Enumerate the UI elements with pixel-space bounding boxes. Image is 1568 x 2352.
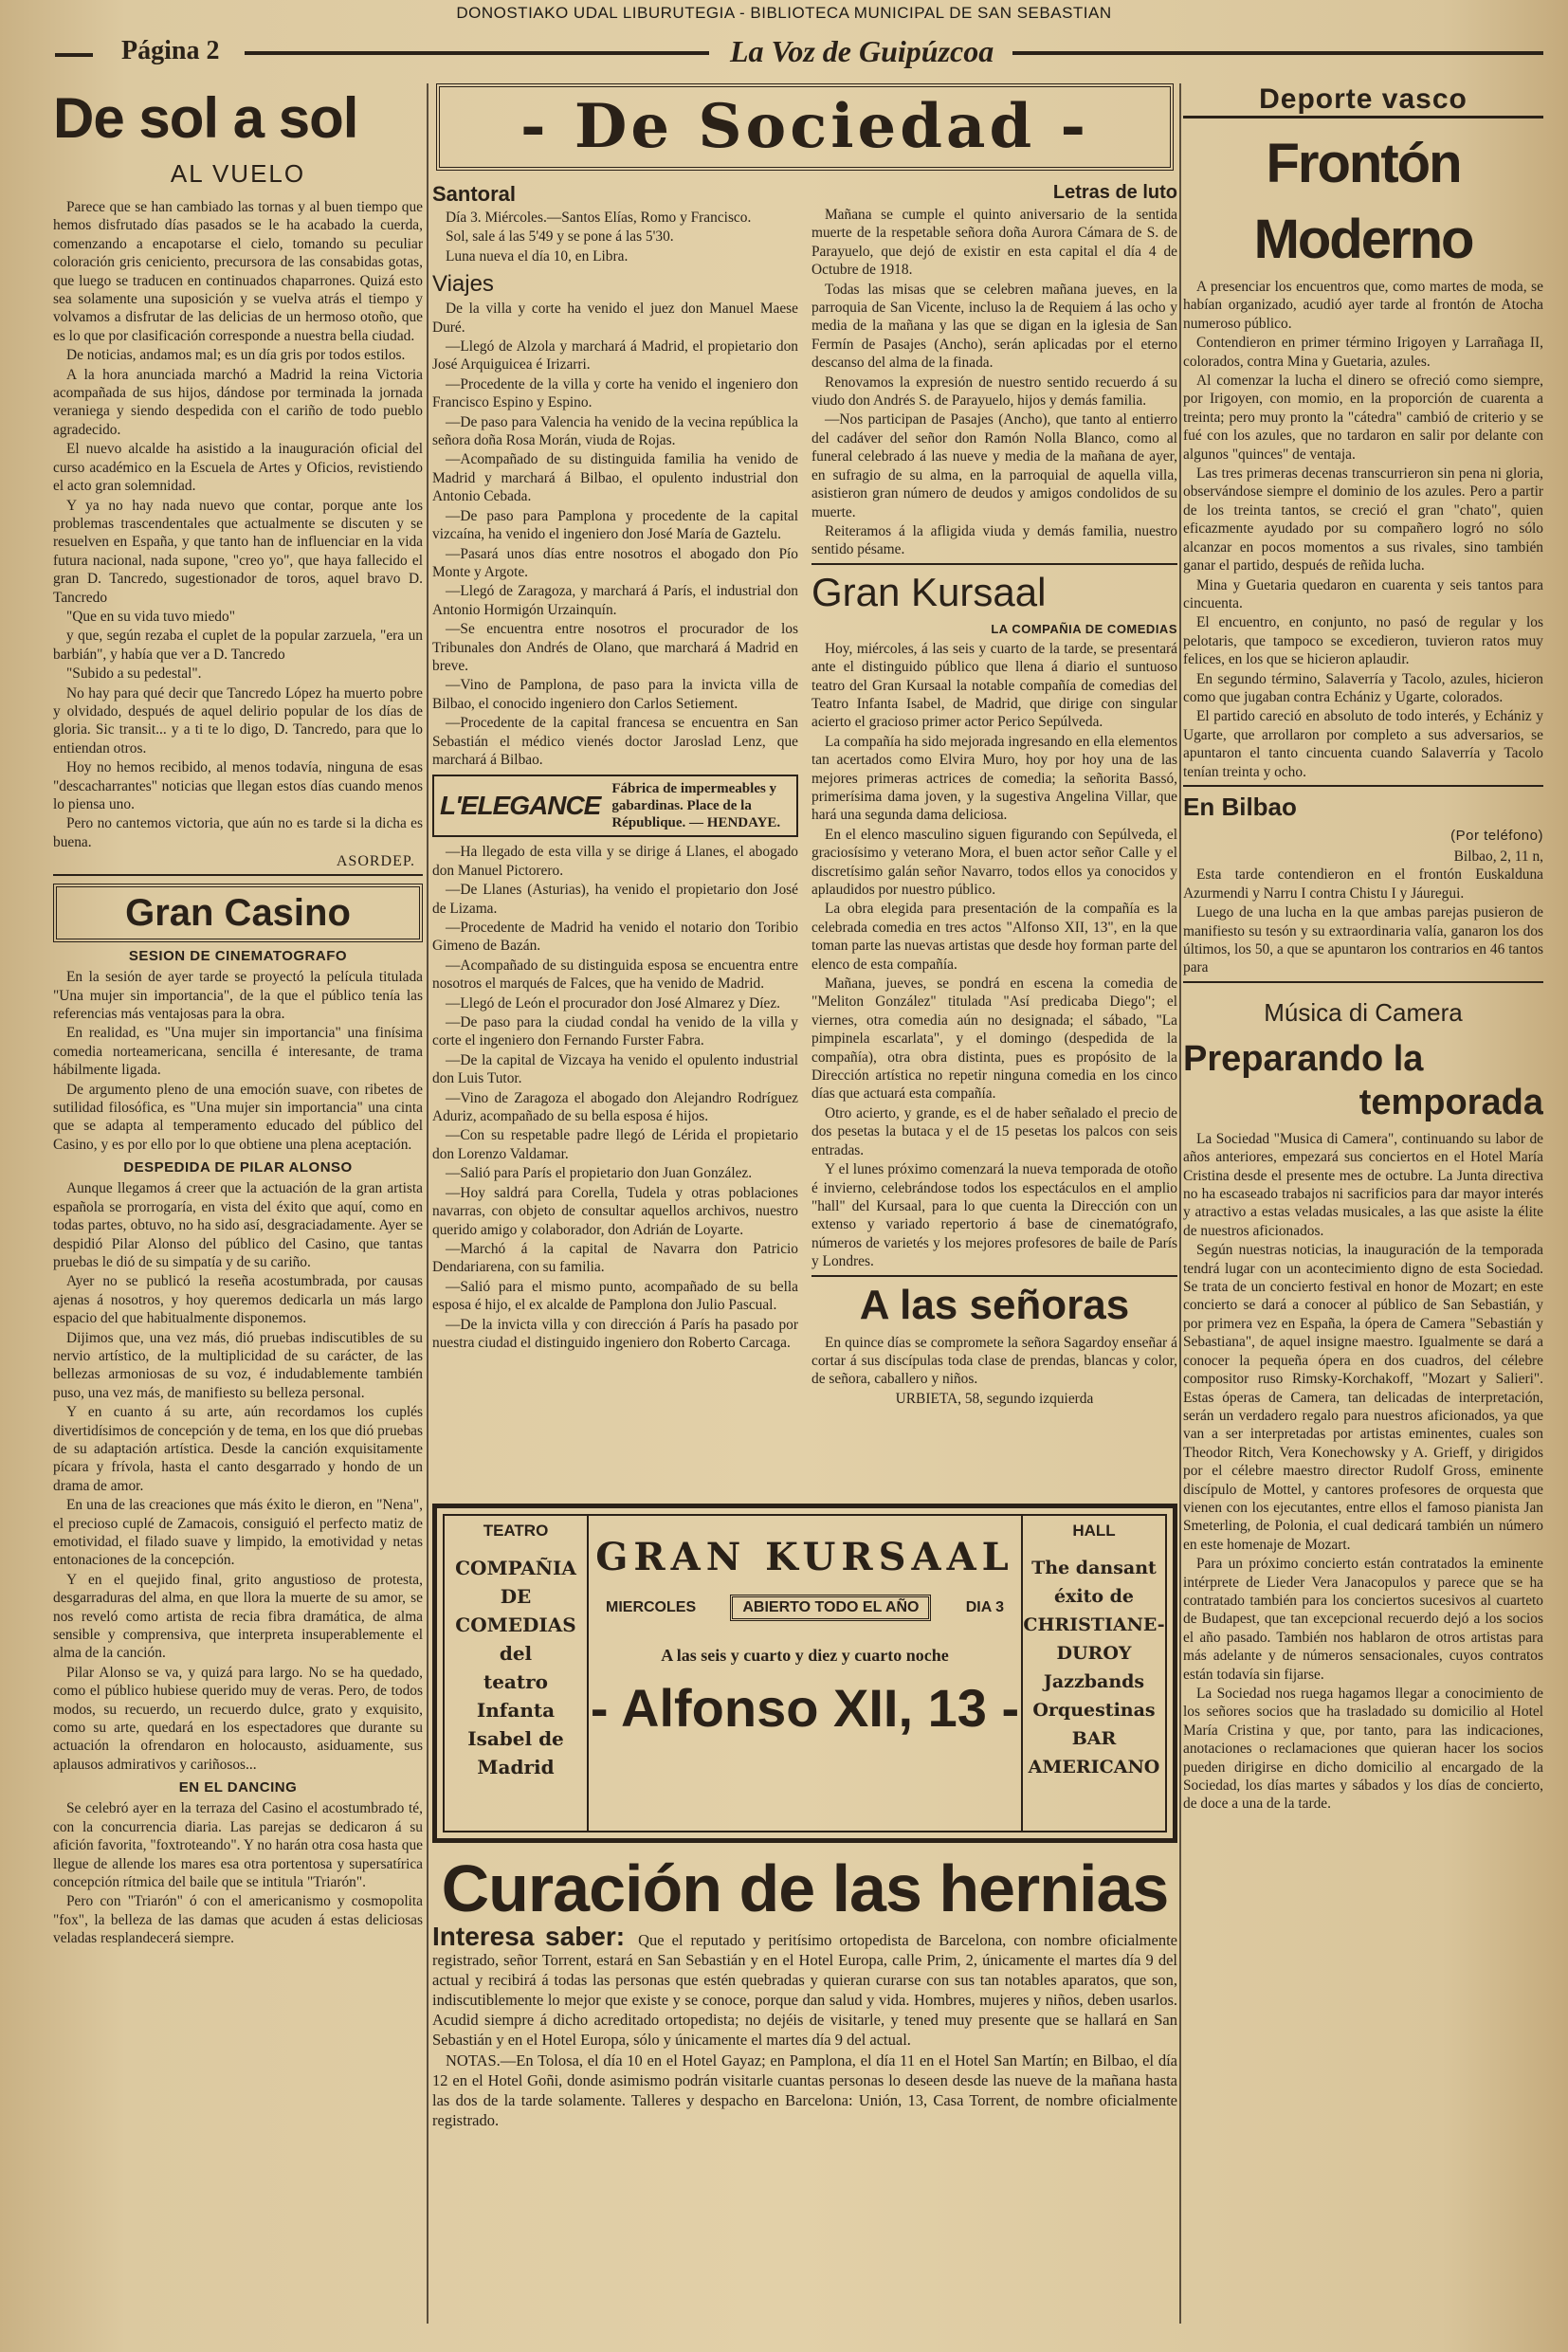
paragraph: Pero no cantemos victoria, que aún no es tarde si la dicha es buena. xyxy=(53,815,423,850)
hernia-text-1: Que el reputado y peritísimo ortopedista de Barcelona, con nombre oficialmente registrado, señor Torrent, estará en San Sebastián y en el Hotel Europa, calle Prim, 2, únicamente el martes día 9 del actual y recibirá á todas las personas que estén quebradas y quieran curarse con sus tan notables aparatos, que son, indiscutiblemente lo mejor que existe y se conoce, porque dan salud y vida. Hombres, mujeres y niños, deben usarlos. Acudid siempre á dicho acreditado ortopedista; no dejéis de visitarle, y tened muy presente que se hallará en San Sebastián y en el Hotel Europa, sólo y únicamente el martes día 9 del actual. xyxy=(432,1931,1177,2049)
paragraph: A presenciar los encuentros que, como martes de moda, se habían organizado, acudió ayer tarde al frontón de Atocha numeroso público. xyxy=(1183,279,1543,332)
paragraph: Parece que se han cambiado las tornas y al buen tiempo que hemos disfrutado días pasados se le ha acabado la cuerda, comenzando a encapotarse el cielo, tomando su peculiar coloración gris ceniciento, precursora de las consabidas gotas, que luego se traducen en continuados chaparrones. Quizá esto sea solamente una suposición y se vuelva atrás el tiempo y volvamos a disfrutar de las delicias de un hermoso otoño, que es lo que por clasificación corresponde a nuestra bella ciudad. xyxy=(53,199,423,344)
paragraph: Otro acierto, y grande, es el de haber señalado el precio de dos pesetas la butaca y el de 15 pesetas los palcos con seis entradas. xyxy=(811,1104,1177,1158)
elegance-ad xyxy=(432,775,798,837)
paragraph: —Procedente de Madrid ha venido el notario don Toribio Gimeno de Bazán. xyxy=(432,920,798,955)
deporte-vasco-header xyxy=(1183,83,1543,119)
paragraph: —Salió para el mismo punto, acompañado de su bella esposa é hijo, el ex alcalde de Pamplona don Julio Pascual. xyxy=(432,1278,798,1314)
de-sol-a-sol-body xyxy=(53,198,423,851)
rule-left-short xyxy=(55,53,93,57)
rule-left xyxy=(245,51,709,55)
casino-sub-dancing: EN EL DANCING xyxy=(178,1779,298,1796)
paragraph: Contendieron en primer término Irigoyen y Larrañaga II, colorados, contra Mina y Guetaria, azules. xyxy=(1183,335,1543,370)
casino-dancing-body xyxy=(53,1799,423,1947)
al-vuelo-subtitle: AL VUELO xyxy=(170,159,306,188)
paragraph: Y en el quejido final, grito angustioso de protesta, desgarraduras del alma, en que llora la muerte de su amor, se nos reveló como artista de recia fibra dramática, de alma sensible y comprensiva, que interpreta insuperablemente el alma de la canción. xyxy=(53,1571,423,1662)
paragraph: La Sociedad "Musica di Camera", continuando su labor de años anteriores, empezará sus conciertos en el Hotel María Cristina desde el presente mes de octubre. La Junta directiva no ha escaseado trabajos ni sacrificios para dar mayor interés y atractivo a estas veladas musicales, a las que asiste la élite de nuestros aficionados. xyxy=(1183,1130,1543,1239)
bilbao-sub: (Por teléfono) xyxy=(1450,827,1543,844)
paragraph: Hoy, miércoles, á las seis y cuarto de la tarde, se presentará ante el distinguido público que llena á diario el suntuoso teatro del Gran Kursaal la notable compañía de comedias del Teatro Infanta Isabel, de Madrid, que dirige con singular acierto el gracioso primer actor Perico Sepúlveda. xyxy=(811,640,1177,731)
de-sol-a-sol-title: De sol a sol xyxy=(53,86,358,150)
divider xyxy=(1183,981,1543,983)
casino-sub-cine: SESION DE CINEMATOGRAFO xyxy=(128,948,348,965)
paragraph: COMPAÑIA DE xyxy=(455,1557,576,1608)
paragraph: Sol, sale á las 5'49 y se pone á las 5'30. xyxy=(446,228,674,246)
de-sociedad-banner xyxy=(436,83,1174,171)
paragraph: Dijimos que, una vez más, dió pruebas indiscutibles de su nervio artístico, de la multiplicidad de su carácter, de las bellezas armoniosas de su voz, é indudablemente también puso, una vez más, de manifiesto su belleza personal. xyxy=(53,1329,423,1401)
paragraph: Hoy no hemos recibido, al menos todavía, ninguna de esas "descacharrantes" noticias que llegan estos días cuando menos lo piensa uno. xyxy=(53,759,423,812)
paragraph: La Sociedad nos ruega hagamos llegar a conocimiento de los señores socios que ha trasladado su domicilio al Hotel María Cristina y que, por tanto, para las indicaciones, anotaciones o reclamaciones que quieran hacer los socios pueden dirigirse en dicho domicilio al encargado de la Sociedad, los días martes y sábados y los días de concierto, de doce a una de la tarde. xyxy=(1183,1686,1543,1813)
fronton-body xyxy=(1183,278,1543,781)
paragraph: Las tres primeras decenas transcurrieron sin pena ni gloria, observándose siempre el dominio de los azules. Pero a partir de los treinta tantos, se creció el gran "chato", quien eficazmente ayudado por su compañero logró no sólo alcanzar en pocos momentos a sus rivales, sino también ganar el partido, después de reñida lucha. xyxy=(1183,465,1543,574)
paragraph: Esta tarde contendieron en el frontón Euskalduna Azurmendi y Narru I contra Chistu I y Jáuregui. xyxy=(1183,866,1543,902)
kursaal-ad-hall: HALL xyxy=(1072,1522,1116,1540)
viajes-body-2 xyxy=(432,843,798,1352)
paragraph: En segundo término, Salaverría y Tacolo, azules, hicieron como que jugaban contra Echániz y Ugarte, colorados. xyxy=(1183,670,1543,705)
paragraph: A la hora anunciada marchó a Madrid la reina Victoria acompañada de sus hijos, dándose por terminada la jornada veraniega y siendo despedida con el cariño de todo pueblo agradecido. xyxy=(53,366,423,438)
paragraph: COMEDIAS xyxy=(455,1614,576,1636)
preparando-title-2: temporada xyxy=(1358,1082,1543,1122)
paragraph: La compañía ha sido mejorada ingresando en ella elementos tan acertados como Elvira Muro, hoy por hoy una de las mejores primeras actrices de comedia; la señorita Bassó, primerísima dama joven, y la sugestiva Angelina Villar, que hará una segunda dama deliciosa. xyxy=(811,733,1177,824)
column-rule-1 xyxy=(427,83,428,2324)
column-middle xyxy=(432,83,1177,2333)
rule-right xyxy=(1012,51,1543,55)
kursaal-ad-left xyxy=(445,1516,589,1831)
paragraph: —De paso para Pamplona y procedente de la capital vizcaína, ha venido el ingeniero don José María de Gaztelu. xyxy=(432,507,798,543)
paragraph: En realidad, es "Una mujer sin importancia" una finísima comedia norteamericana, sencilla é interesante, de trama hábilmente ligada. xyxy=(53,1025,423,1079)
curacion-hernias-title: Curación de las hernias xyxy=(441,1851,1169,1925)
paragraph: Renovamos la expresión de nuestro sentido recuerdo á su viudo don Andrés S. de Parayuelo, hijos y demás familia. xyxy=(811,374,1177,410)
paragraph: De argumento pleno de una emoción suave, con ribetes de sutilidad filosófica, es "Una mujer sin importancia" una cinta que se adapta al temperamento educado del público del Casino, y es por ello por lo que obtiene una plena aceptación. xyxy=(53,1081,423,1153)
paragraph: Se celebró ayer en la terraza del Casino el acostumbrado té, con la concurrencia diaria. Las parejas se dedicaron á su afición favorita, "foxtroteando". Y no harán otra cosa hasta que llegue de allende los mares esa otra portentosa y supersatírica concepción rítmica del baile que se intitula "Triarón". xyxy=(53,1800,423,1890)
paragraph: —Vino de Zaragoza el abogado don Alejandro Rodríguez Aduriz, acompañado de su bella esposa é hijos. xyxy=(432,1089,798,1125)
musica-body xyxy=(1183,1130,1543,1814)
paragraph: —Llegó de Zaragoza, y marchará á París, el industrial don Antonio Hormigón Urzainquín. xyxy=(432,583,798,618)
casino-pilar-body xyxy=(53,1179,423,1774)
paragraph: Luego de una lucha en la que ambas parejas pusieron de manifiesto su tesón y su extraordinaria valía, ganaron los dos últimos, los 50, a que se apuntaron los contrarios en 46 tantos para xyxy=(1183,904,1543,976)
paragraph: Orquestinas xyxy=(1032,1700,1156,1721)
paragraph: Mañana, jueves, se pondrá en escena la comedia de "Meliton González" titulada "Así predicaba Diego"; el viernes, otra comedia aún no designada; el sábado, "La pimpinela escarlata", y el domingo (despedida de la compañía), otra obra distinta, pues es propósito de la Dirección artística no repetir ninguna comedia en los cinco días que actuará esta compañía. xyxy=(811,975,1177,1103)
paragraph: Ayer no se publicó la reseña acostumbrada, por causas ajenas á nosotros, y hoy queremos dedicarla un más largo espacio del que habitualmente disponemos. xyxy=(53,1273,423,1327)
paragraph: "Subido a su pedestal". xyxy=(66,665,202,683)
column-right xyxy=(1183,83,1543,2333)
hernia-text-2: NOTAS.—En Tolosa, el día 10 en el Hotel Gayaz; en Pamplona, el día 11 en el Hotel San Martín; en Bilbao, el día 12 en el Hotel Goñi, donde asimismo podrán visitarle cuantas personas lo deseen desde las nueve de la mañana hasta las dos de la tarde solamente. Talleres y despacho en Barcelona: Unión, 13, Casa Torrent, de nombre oficialmente registrado. xyxy=(432,2051,1177,2129)
santoral-body xyxy=(432,209,798,265)
archive-header: DONOSTIAKO UDAL LIBURUTEGIA - BIBLIOTECA MUNICIPAL DE SAN SEBASTIAN xyxy=(456,4,1112,22)
paragraph: teatro Infanta xyxy=(476,1670,556,1722)
kursaal-ad-middle xyxy=(587,1516,1023,1831)
paper-name: La Voz de Guipúzcoa xyxy=(730,34,994,68)
page-number: Página 2 xyxy=(121,36,220,65)
running-head xyxy=(55,36,1543,74)
paragraph: —Vino de Pamplona, de paso para la invicta villa de Bilbao, el conocido ingeniero don Carlos Setiement. xyxy=(432,677,798,712)
sociedad-subcol-a xyxy=(432,176,798,1532)
paragraph: —Llegó de León el procurador don José Almarez y Díez. xyxy=(446,994,781,1012)
paragraph: —Ha llegado de esta villa y se dirige á Llanes, el abogado don Manuel Pictorero. xyxy=(432,844,798,879)
santoral-title: Santoral xyxy=(432,182,517,206)
gran-casino-title: Gran Casino xyxy=(125,892,351,935)
paragraph: Para un próximo concierto están contratados la eminente intérprete de Lieder Vera Janacopulos y parece que se ha contratado también para los conciertos sucesivos al cuarteto de Budapest, que tan excepcional recuerdo dejó a los socios el año pasado. También nos hablaron de otros artistas para más adelante y de números sensacionales, cuyos contratos están todavía sin fijarse. xyxy=(1183,1556,1543,1683)
paragraph: Isabel de Madrid xyxy=(467,1727,564,1778)
paragraph: —Llegó de Alzola y marchará á Madrid, el propietario don José Arquiguicea é Irizarri. xyxy=(432,338,798,374)
paragraph: —De paso para Valencia ha venido de la vecina república la señora doña Rosa Morán, viuda de Rojas. xyxy=(432,413,798,449)
paragraph: Jazzbands xyxy=(1043,1671,1145,1692)
paragraph: Y en cuanto á su arte, aún recordamos los cuplés divertidísimos de concepción y de tema, en los que dió pruebas de su adaptación artística. Desde la canción exquisitamente pícara y frívola, hasta el canto desgarrado y hondo de un drama de amor. xyxy=(53,1404,423,1494)
paragraph: Al comenzar la lucha el dinero se ofreció como siempre, por Irigoyen, con momio, en la proporción de cuarenta a treinta; pero muy pronto la "cátedra" cambió de criterio y se fué con los azules, que no tardaron en salir por delante con algunos "quinces" de ventaja. xyxy=(1183,373,1543,463)
paragraph: Mañana se cumple el quinto aniversario de la sentida muerte de la respetable señora doña Aurora Cámara de S. de Parayuelo, que dejó de existir en esta capital el día 4 de Octubre de 1918. xyxy=(811,207,1177,279)
divider xyxy=(811,563,1177,565)
paragraph: La obra elegida para presentación de la compañía es la celebrada comedia en tres actos "Alfonso XII, 13", en la que toman parte las nuevas artistas que desde hoy forman parte del elenco de esta compañía. xyxy=(811,901,1177,973)
divider xyxy=(53,874,423,876)
paragraph: En la sesión de ayer tarde se proyectó la película titulada "Una mujer sin importancia", de la que el público tenía las referencias más ventajosas para la obra. xyxy=(53,969,423,1023)
a-las-senoras-title: A las señoras xyxy=(859,1281,1130,1328)
kursaal-ad-left-list xyxy=(445,1554,587,1781)
preparando-title-1: Preparando la xyxy=(1183,1038,1424,1079)
paragraph: En el elenco masculino siguen figurando con Sepúlveda, el graciosísimo y veterano Mora, el buen actor señor Calle y el discretísimo galán señor Navarro, todos ellos ya conocidos y aplaudidos por nuestro público. xyxy=(811,826,1177,898)
viajes-title: Viajes xyxy=(432,271,494,298)
luto-title: Letras de luto xyxy=(1052,182,1177,203)
senoras-text: En quince días se compromete la señora Sagardoy enseñar á cortar á sus discípulas toda clase de prendas, blancas y color, de señora, caballero y niños. xyxy=(811,1334,1177,1388)
paragraph: —Hoy saldrá para Corella, Tudela y otras poblaciones navarras, con objeto de consultar aquellos archivos, nuestro querido amigo y colaborador, don Adrián de Loyarte. xyxy=(432,1184,798,1238)
paragraph: Aunque llegamos á creer que la actuación de la gran artista española se prorrogaría, en vista del éxito que aquí, como en todas partes, obtuvo, no ha sido así, desgraciadamente. Ayer se despidió Pilar Alonso del público del Casino, que tantas pruebas le dió de su simpatía y de su cariño. xyxy=(53,1180,423,1270)
paragraph: —Procedente de la villa y corte ha venido el ingeniero don Francisco Espino y Espino. xyxy=(432,375,798,411)
paragraph: CHRISTIANE-DUROY xyxy=(1023,1614,1165,1664)
paragraph: —Con su respetable padre llegó de Lérida el propietario don Lorenzo Valdamar. xyxy=(432,1127,798,1162)
en-bilbao-title: En Bilbao xyxy=(1183,792,1297,821)
casino-cine-body xyxy=(53,968,423,1154)
paragraph: De la villa y corte ha venido el juez don Manuel Maese Duré. xyxy=(432,301,798,336)
paragraph: del xyxy=(499,1642,533,1665)
paragraph: El nuevo alcalde ha asistido a la inauguración oficial del curso académico en la Escuela de Artes y Oficios, revistiendo el acto gran solemnidad. xyxy=(53,441,423,495)
signature: ASORDEP. xyxy=(336,853,415,870)
paragraph: No hay para qué decir que Tancredo López ha muerto pobre y olvidado, después de aquel delirio popular de los días de gloria. Sic transit... y a ti te lo digo, D. Tancredo, para que lo entiendan otros. xyxy=(53,684,423,757)
paragraph: —De la invicta villa y con dirección á París ha pasado por nuestra ciudad el distinguido ingeniero don Roberto Carcaga. xyxy=(432,1316,798,1351)
kursaal-ad-open: ABIERTO TODO EL AÑO xyxy=(730,1595,931,1621)
kursaal-ad-times: A las seis y cuarto y diez y cuarto noche xyxy=(661,1646,949,1665)
luto-body xyxy=(811,206,1177,559)
divider xyxy=(811,1275,1177,1277)
paragraph: —Se encuentra entre nosotros el procurador de los Tribunales don Andrés de Olano, que marchará á Madrid en breve. xyxy=(432,621,798,674)
de-sociedad-title: - De Sociedad - xyxy=(520,91,1090,162)
paragraph: En una de las creaciones que más éxito le dieron, en "Nena", el precioso cuplé de Zamacois, consiguió el perfecto matiz de emotividad, el filado suave y limpido, la emotividad y netas entonaciones de la concepción. xyxy=(53,1497,423,1569)
bilbao-body xyxy=(1183,866,1543,976)
kursaal-ad-right xyxy=(1021,1516,1165,1831)
elegance-text: Fábrica de impermeables y gabardinas. Place de la République. — HENDAYE. xyxy=(611,781,781,831)
fronton-moderno-title: Frontón Moderno xyxy=(1253,133,1473,270)
sociedad-subcol-b xyxy=(811,176,1177,1532)
paragraph: —Acompañado de su distinguida esposa se encuentra entre nosotros el marqués de Falces, que ha venido de Madrid. xyxy=(432,957,798,993)
kursaal-ad-date: DIA 3 xyxy=(965,1599,1004,1615)
paragraph: Luna nueva el día 10, en Libra. xyxy=(446,247,629,264)
paragraph: Según nuestras noticias, la inauguración de la temporada tendrá lugar con un acontecimiento digno de esta Sociedad. Se trata de un concierto festival en honor de Mozart; en este concierto se dará a conocer al público de San Sebastián, y por primera vez en España, la ópera de Camera "Sebastián y Sebastiana", de aquel insigne maestro. Igualmente se dará a conocer la pequeña ópera en dos cuadros, del célebre compositor ruso Rimsky-Korchakoff, "Mozart y Salieri". Estas óperas de Camera, tan delicadas de interpretación, serán un verdadero regalo para nuestros aficionados, ya que van a ser interpretadas por artistas eminentes, cuales son Theodor Ritch, Vera Konechowsky y A. Grieff, y dirigidos por el célebre maestro director Rudolf Gross, eminente discípulo de Mottel, y cantores profesores de orquesta que vienen con los ejecutantes, entre ellos el famoso pianista Jan Smeterling, de Polonia, el cual dedicará también un número en este homenaje de Mozart. xyxy=(1183,1242,1543,1553)
paragraph: —Pasará unos días entre nosotros el abogado don Pío Monte y Argote. xyxy=(432,545,798,580)
kursaal-ad-right-list xyxy=(1023,1554,1165,1781)
paragraph: —Marchó á la capital de Navarra don Patricio Dendariarena, con su familia. xyxy=(432,1240,798,1276)
paragraph: éxito de xyxy=(1053,1586,1135,1607)
paragraph: —Acompañado de su distinguida familia ha venido de Madrid y marchará á Bilbao, el opulento industrial don Antonio Cebada. xyxy=(432,451,798,505)
paragraph: Todas las misas que se celebren mañana jueves, en la parroquia de San Vicente, incluso la de Requiem á las ocho y media de la mañana y las que se digan en la iglesia de San Fermín de Pasajes (Ancho), serán aplicadas por el eterno descanso del alma de la finada. xyxy=(811,281,1177,372)
musica-di-camera-title: Música di Camera xyxy=(1264,997,1463,1027)
paragraph: Mina y Guetaria quedaron en cuarenta y seis tantos para cincuenta. xyxy=(1183,576,1543,611)
kursaal-sub: LA COMPAÑIA DE COMEDIAS xyxy=(991,621,1177,636)
hernia-body xyxy=(432,1922,1177,2130)
paragraph: Pilar Alonso se va, y quizá para largo. No se ha quedado, como el público hubiese querido muy de veras. Pero, de todos modos, su recuerdo, un recuerdo dulce, grato y exquisito, como su arte, quedará en los espectadores que durante su actuación la ofrendaron en holocausto, asiduamente, sus aplausos admirativos y cariñosos... xyxy=(53,1664,423,1773)
paragraph: Día 3. Miércoles.—Santos Elías, Romo y Francisco. xyxy=(446,210,752,226)
bilbao-date: Bilbao, 2, 11 n, xyxy=(1453,848,1543,865)
viajes-body xyxy=(432,300,798,769)
paragraph: —De paso para la ciudad condal ha venido de la villa y corte el ingeniero don Fernando Furster Fabra. xyxy=(432,1014,798,1049)
paragraph: Y el lunes próximo comenzará la nueva temporada de otoño é invierno, celebrándose todos los espectáculos en el amplio "hall" del Kursaal, para lo que cuenta la Dirección con un extenso y variado repertorio á base de cinematógrafo, números de varietés y los mejores profesores de baile de París y Londres. xyxy=(811,1161,1177,1270)
kursaal-ad-teatro: TEATRO xyxy=(483,1522,549,1540)
paragraph: "Que en su vida tuvo miedo" xyxy=(66,608,235,625)
paragraph: Y ya no hay nada nuevo que contar, porque ante los problemas trascendentales que actualmente se discuten y se resuelven en España, y que tanto han de influenciar en la vida futura nacional, nada supone, "creo yo", que haya fallecido el gran D. Tancredo, sugestionador de toros, aquel bravo D. Tancredo xyxy=(53,497,423,606)
paragraph: —Nos participan de Pasajes (Ancho), que tanto al entierro del cadáver del señor don Ramón Nolla Blanco, como al funeral celebrado á las nueve y media de la mañana de ayer, en sufragio de su alma, en la parroquial de aquella villa, asistieron gran número de deudos y amigos condolidos de su muerte. xyxy=(811,411,1177,520)
gran-kursaal-title: Gran Kursaal xyxy=(811,569,1047,614)
kursaal-ad-title: GRAN KURSAAL xyxy=(595,1535,1014,1579)
paragraph: —De la capital de Vizcaya ha venido el opulento industrial don Luis Tutor. xyxy=(432,1051,798,1087)
divider xyxy=(1183,785,1543,787)
paragraph: BAR AMERICANO xyxy=(1028,1728,1160,1778)
elegance-logo: L'ELEGANCE xyxy=(440,791,601,821)
paragraph: —Salió para París el propietario don Juan González. xyxy=(446,1165,753,1182)
paragraph: El encuentro, en conjunto, no pasó de regular y los pelotaris, que tampoco se excedieron, tuvieron ratos muy felices, en los que se hicieron aplaudir. xyxy=(1183,614,1543,668)
gran-kursaal-ad xyxy=(432,1504,1177,1843)
deporte-vasco-title: Deporte vasco xyxy=(1259,83,1468,115)
hernia-lead: Interesa saber: xyxy=(432,1922,626,1951)
column-left xyxy=(53,83,423,2333)
kursaal-ad-day: MIERCOLES xyxy=(606,1599,697,1615)
paragraph: Pero con "Triarón" ó con el americanismo y cosmopolita "fox", la belleza de las damas que acuden á estas deliciosas veladas resplandecerá siempre. xyxy=(53,1893,423,1947)
casino-sub-pilar: DESPEDIDA DE PILAR ALONSO xyxy=(123,1159,353,1176)
column-rule-2 xyxy=(1179,83,1181,2324)
paragraph: De noticias, andamos mal; es un día gris por todos estilos. xyxy=(66,347,406,364)
senoras-body xyxy=(811,1334,1177,1389)
paragraph: The dansant xyxy=(1031,1558,1157,1578)
paragraph: —Procedente de la capital francesa se encuentra en San Sebastián el médico vienés doctor Jaroslad Lenz, que marchará á Bilbao. xyxy=(432,715,798,768)
paragraph: y que, según rezaba el cuplet de la popular zarzuela, "era un barbián", y había que ver a D. Tancredo xyxy=(53,628,423,663)
kursaal-ad-play: - Alfonso XII, 13 - xyxy=(590,1678,1020,1738)
kursaal-body xyxy=(811,640,1177,1271)
paragraph: Reiteramos á la afligida viuda y demás familia, nuestro sentido pésame. xyxy=(811,522,1177,558)
senoras-address: URBIETA, 58, segundo izquierda xyxy=(895,1390,1094,1407)
paragraph: —De Llanes (Asturias), ha venido el propietario don José de Lizama. xyxy=(432,882,798,917)
gran-casino-header xyxy=(53,884,423,942)
paragraph: El partido careció en absoluto de todo interés, y Echániz y Ugarte, que arrollaron por completo a sus adversarios, se apuntaron el tanto cincuenta cuando Salaverría y Tacolo tenían treinta y ocho. xyxy=(1183,708,1543,780)
